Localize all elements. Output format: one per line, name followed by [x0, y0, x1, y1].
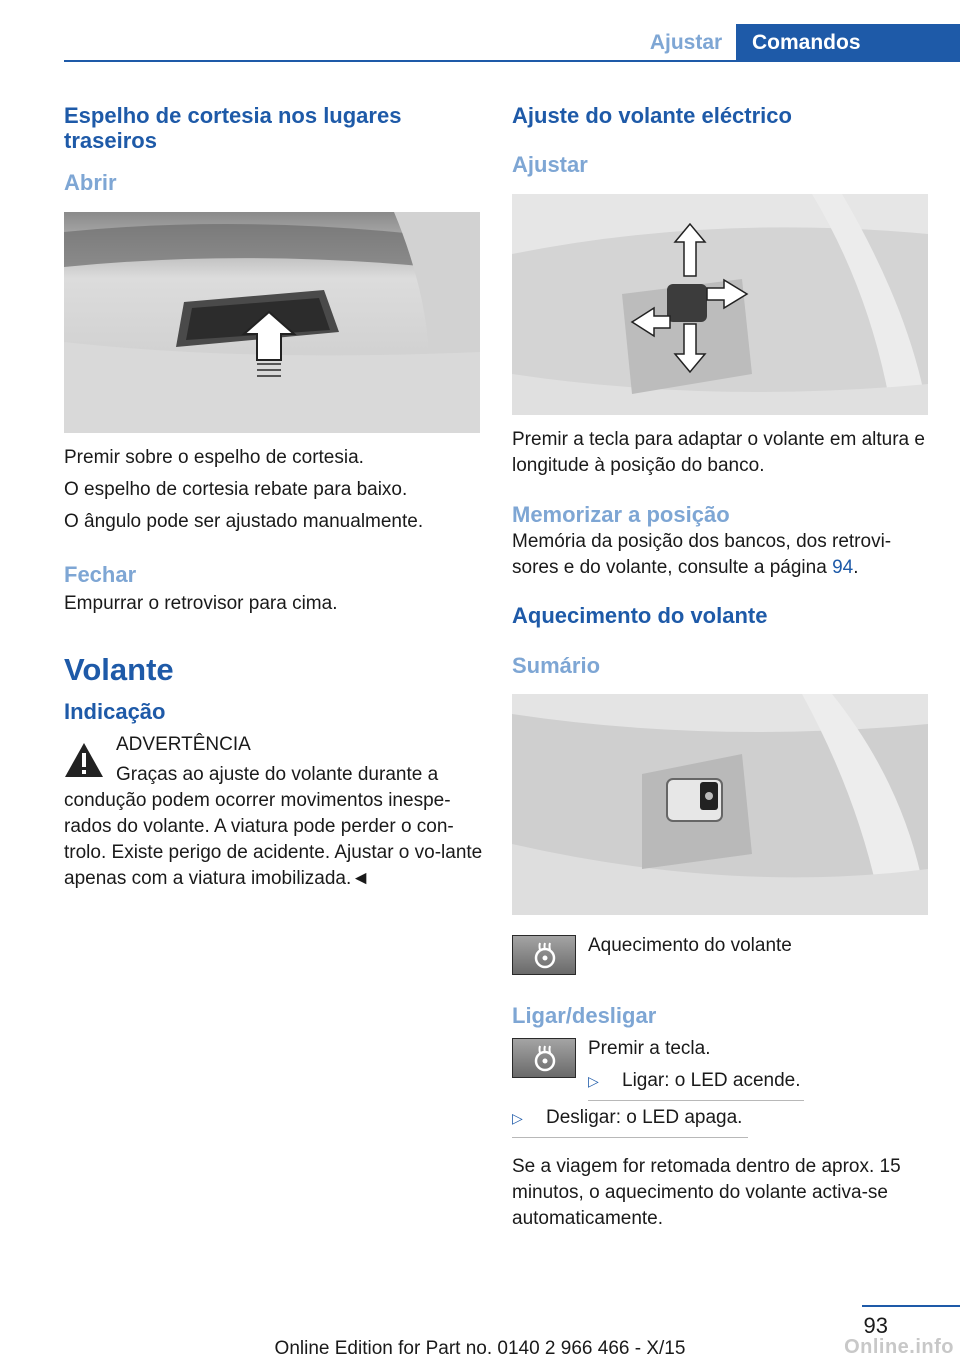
- press-row: [512, 1036, 928, 1101]
- open-steps: [64, 445, 480, 535]
- bullet-triangle-icon: ▷: [512, 1110, 523, 1126]
- heating-icon-legend: [512, 933, 928, 973]
- memory-heading: Memorizar a posição: [512, 502, 730, 527]
- watermark: Online.info: [844, 1336, 954, 1358]
- onoff-heading: Ligar/desligar: [512, 1003, 657, 1028]
- warning-label: ADVERTÊNCIA: [116, 734, 251, 755]
- memory-text-body: Memória da posição dos bancos, dos retrovi-sores e do volante, consulte a página: [512, 531, 892, 578]
- bullet-off-text: Desligar: o LED apaga.: [546, 1107, 743, 1128]
- open-step-3: O ângulo pode ser ajustado manualmente.: [64, 511, 424, 532]
- heating-icon-label: Aquecimento do volante: [588, 935, 792, 956]
- open-step-2: O espelho de cortesia rebate para baixo.: [64, 479, 408, 500]
- open-step-1: Premir sobre o espelho de cortesia.: [64, 447, 364, 468]
- note-heading: Indicação: [64, 699, 166, 724]
- electric-wheel-title: Ajuste do volante eléctrico: [512, 103, 792, 128]
- steering-adjust-photo: [512, 194, 928, 415]
- memory-text-end: .: [853, 557, 859, 578]
- adjust-text: Premir a tecla para adaptar o volante em altura e longitude à posição do banco.: [512, 429, 925, 476]
- heated-steering-wheel-button-icon: [512, 1038, 576, 1078]
- left-column: [64, 100, 483, 892]
- mirror-section-title: Espelho de cortesia nos lugares traseiros: [64, 103, 402, 153]
- bullet-on-text: Ligar: o LED acende.: [622, 1070, 801, 1091]
- heating-button-photo: [512, 694, 928, 915]
- adjust-heading: Ajustar: [512, 152, 588, 177]
- bullet-off: [512, 1105, 928, 1131]
- press-text: Premir a tecla.: [588, 1038, 711, 1059]
- right-column: [512, 100, 928, 1232]
- close-heading: Fechar: [64, 562, 137, 587]
- mirror-photo: [64, 212, 480, 433]
- bullet-divider: [512, 1137, 748, 1138]
- memory-text: [512, 529, 928, 581]
- open-heading: Abrir: [64, 170, 117, 195]
- chapter-title: Volante: [64, 652, 174, 687]
- page-number: 93: [863, 1313, 888, 1338]
- auto-reactivation-text: Se a viagem for retomada dentro de aprox. 15 minutos, o aquecimento do volante activa-se automaticamente.: [512, 1156, 901, 1229]
- warning-first-line: Graças ao ajuste do volante durante a: [116, 764, 439, 785]
- bullet-triangle-icon: ▷: [588, 1073, 599, 1089]
- close-text: Empurrar o retrovisor para cima.: [64, 593, 338, 614]
- warning-text: condução podem ocorrer movimentos inespe-rados do volante. A viatura pode perder o con-trolo. Existe perigo de acidente. Ajustar o vo-lante apenas com a viatura imobilizada.◄: [64, 790, 483, 889]
- memory-page-link[interactable]: 94: [832, 557, 854, 578]
- heating-title: Aquecimento do volante: [512, 603, 768, 628]
- heated-steering-wheel-icon: [512, 935, 576, 975]
- summary-heading: Sumário: [512, 653, 601, 678]
- edition-footer: Online Edition for Part no. 0140 2 966 466 - X/15: [274, 1338, 686, 1359]
- header-section: Ajustar: [649, 31, 723, 54]
- warning-triangle-icon: [64, 742, 104, 778]
- warning-box: [64, 732, 480, 788]
- header-rule: [64, 60, 960, 62]
- header-chapter-tab: Comandos: [736, 24, 960, 62]
- footer-rule: [862, 1305, 960, 1307]
- bullet-on: [588, 1068, 928, 1094]
- bullet-divider: [588, 1100, 804, 1101]
